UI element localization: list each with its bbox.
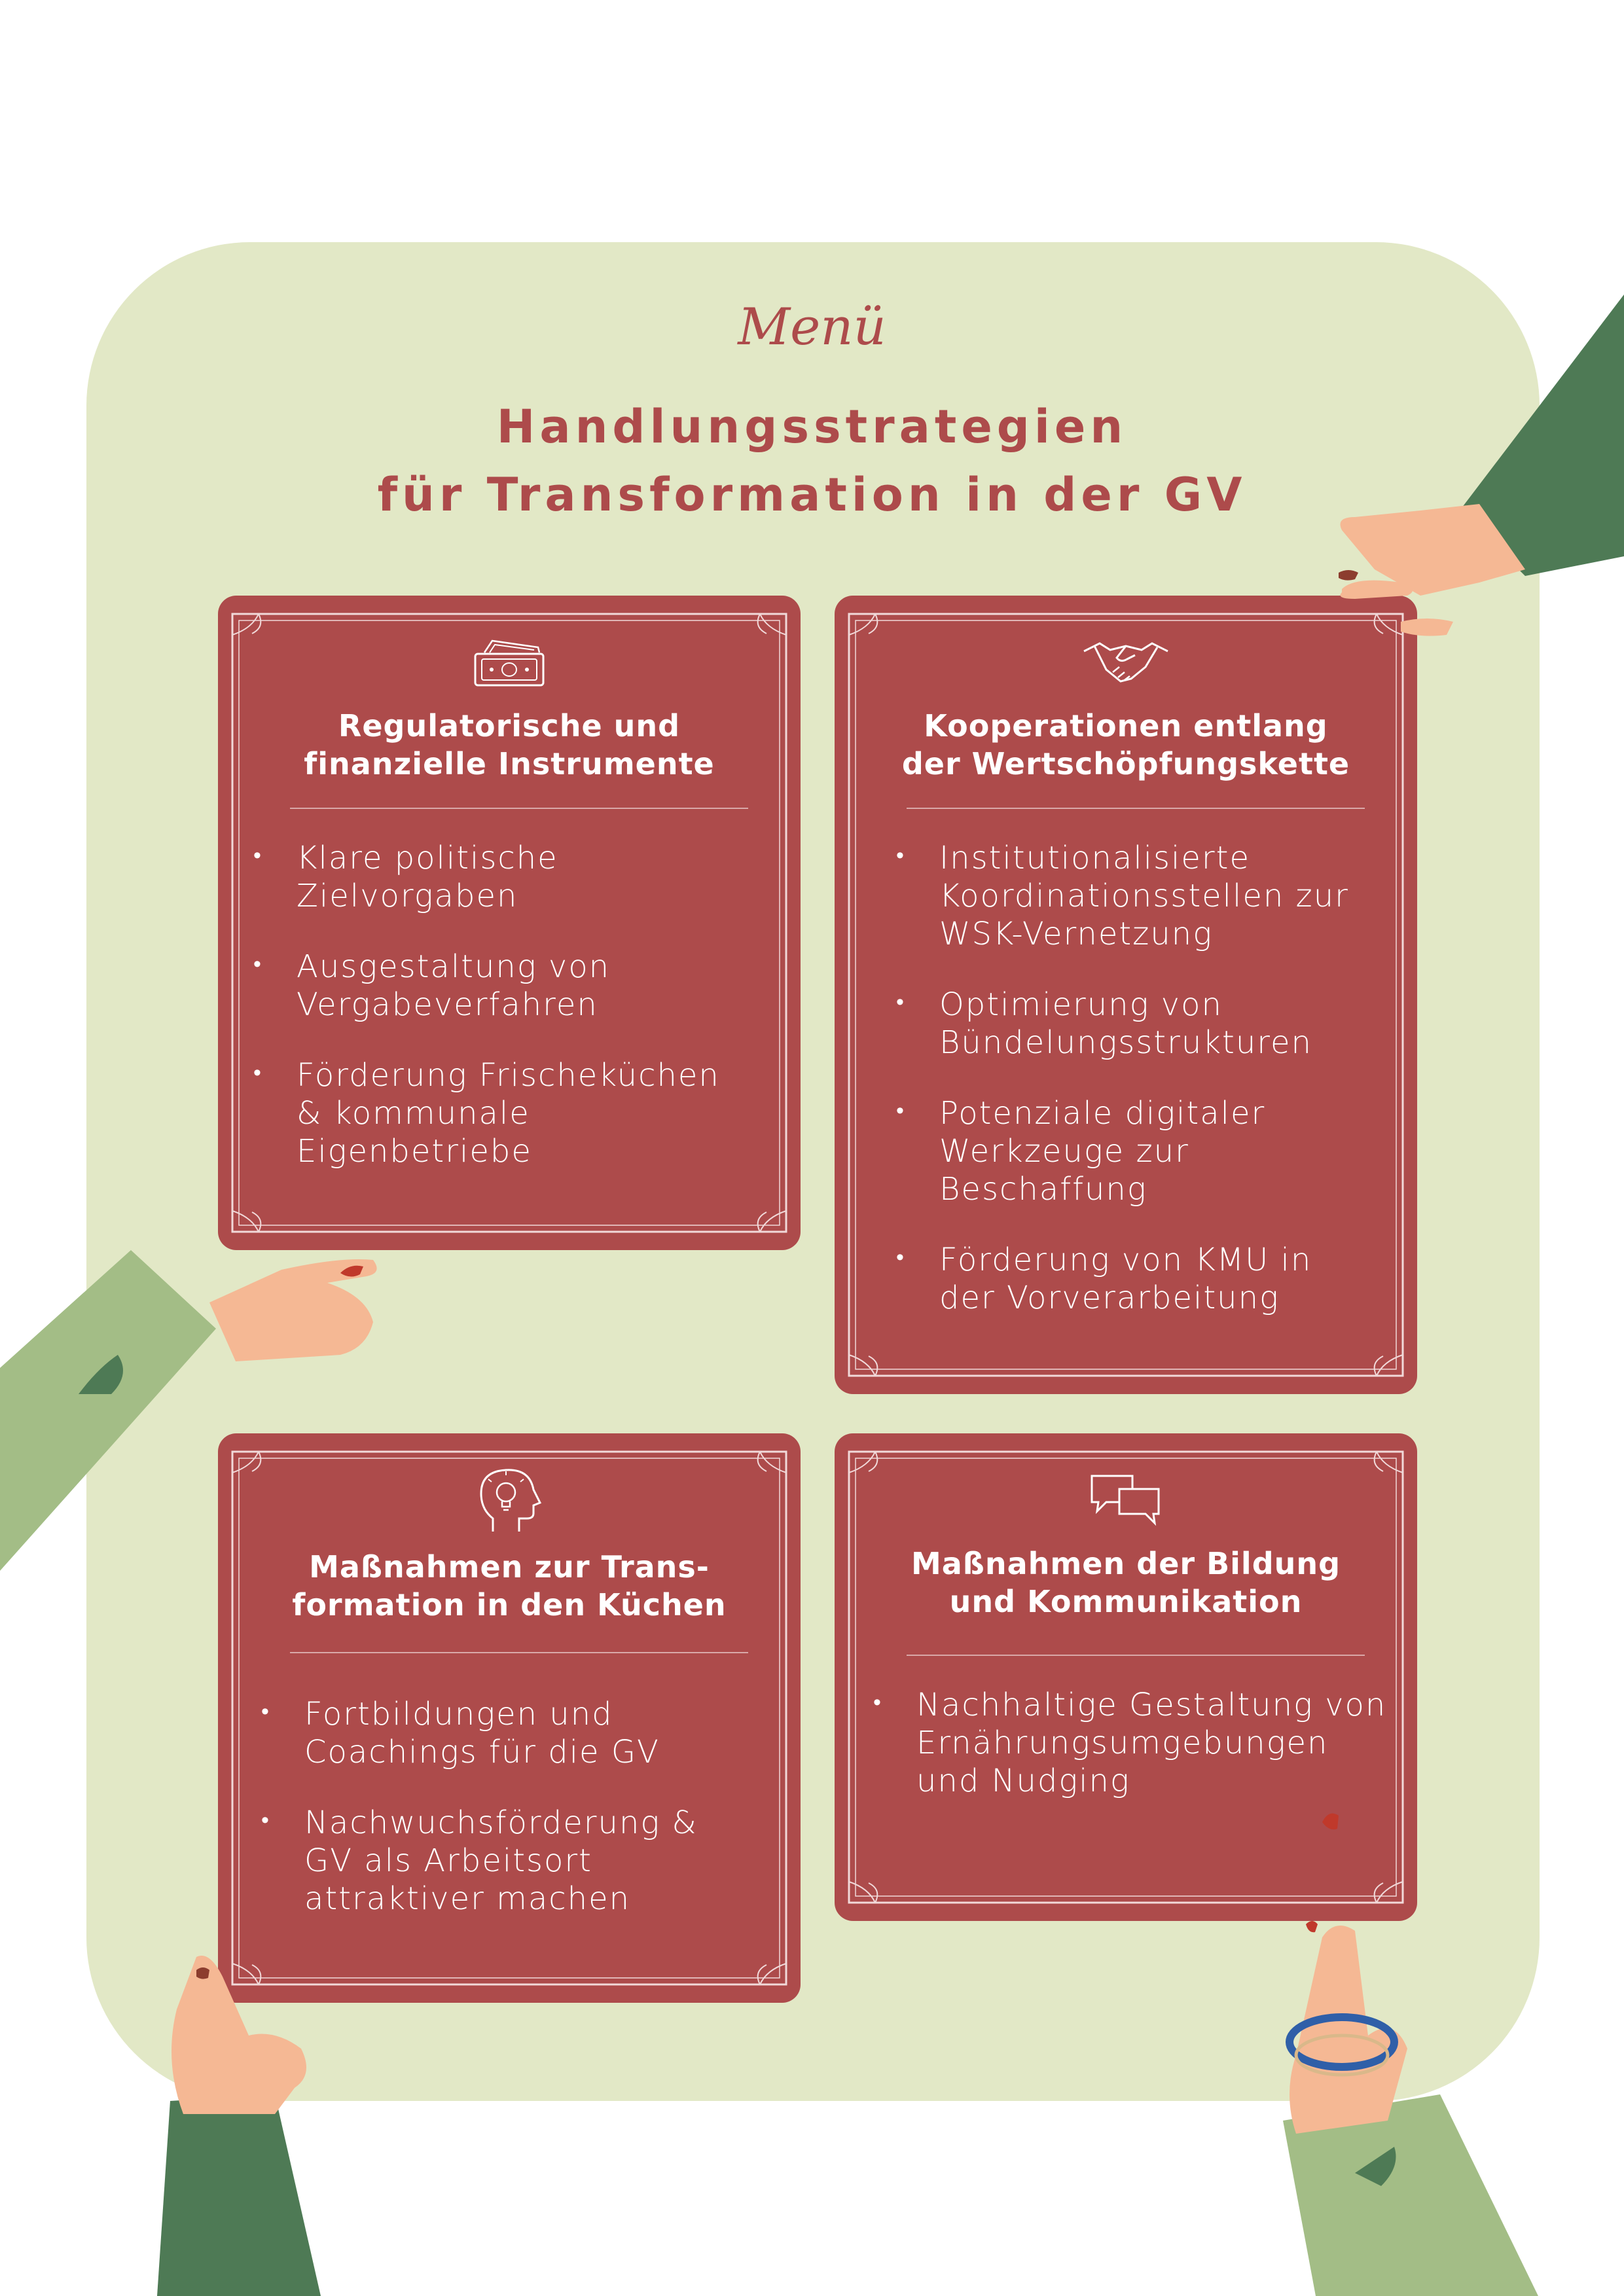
hand-bottom-right-illustration <box>1244 1806 1571 2296</box>
list-item-line: Coachings für die GV <box>304 1734 660 1770</box>
list-item <box>253 839 720 915</box>
list-item-line: WSK-Vernetzung <box>939 916 1214 952</box>
list-item-line: Fortbildungen und <box>304 1696 613 1732</box>
divider <box>290 1652 748 1653</box>
list-item <box>261 1804 698 1918</box>
list-item-line: Förderung Frischeküchen <box>297 1057 720 1094</box>
list-item <box>896 1241 1349 1317</box>
list-item-line: Optimierung von <box>939 986 1223 1023</box>
bullet-icon: • <box>253 1060 262 1086</box>
list-item-line: und Nudging <box>916 1763 1130 1799</box>
bullet-icon: • <box>261 1807 270 1833</box>
list-item <box>253 1056 720 1170</box>
bullet-list <box>896 839 1349 1350</box>
bullet-icon: • <box>261 1698 270 1725</box>
card-title <box>835 1545 1417 1621</box>
list-item-line: Bündelungsstrukturen <box>939 1024 1312 1061</box>
bullet-list <box>253 839 720 1203</box>
list-item-line: Beschaffung <box>939 1171 1147 1208</box>
chat-bubbles-icon <box>1087 1469 1165 1528</box>
card-cooperation <box>835 596 1417 1394</box>
divider <box>290 808 748 809</box>
card-title-line: Regulatorische und <box>338 708 681 744</box>
list-item <box>873 1686 1387 1800</box>
list-item <box>261 1695 698 1771</box>
list-item-line: GV als Arbeitsort <box>304 1842 592 1879</box>
list-item-line: Potenziale digitaler <box>939 1095 1266 1132</box>
list-item <box>896 986 1349 1062</box>
list-item-line: Ausgestaltung von <box>297 948 611 985</box>
list-item-line: Förderung von KMU in <box>939 1242 1312 1278</box>
list-item-line: Eigenbetriebe <box>297 1133 532 1170</box>
list-item-line: Zielvorgaben <box>297 878 518 914</box>
card-title-line: Maßnahmen zur Trans- <box>309 1549 710 1585</box>
hand-bottom-left-illustration <box>157 1944 353 2296</box>
card-title-line: der Wertschöpfungskette <box>901 746 1350 781</box>
list-item-line: der Vorverarbeitung <box>939 1280 1280 1316</box>
lightbulb-head-icon <box>473 1466 545 1538</box>
list-item <box>253 948 720 1024</box>
card-title-line: Maßnahmen der Bildung <box>911 1546 1341 1581</box>
card-title-line: und Kommunikation <box>949 1584 1303 1619</box>
divider <box>907 808 1365 809</box>
bullet-icon: • <box>896 1244 905 1270</box>
list-item-line: Nachwuchsförderung & <box>304 1804 698 1841</box>
divider <box>907 1655 1365 1656</box>
hand-left-illustration <box>0 1204 380 1571</box>
card-title-line: formation in den Küchen <box>292 1587 727 1623</box>
list-item-line: Ernährungsumgebungen <box>916 1725 1329 1761</box>
list-item-line: Klare politische <box>297 840 558 876</box>
bullet-icon: • <box>253 842 262 869</box>
list-item-line: Nachhaltige Gestaltung von <box>916 1687 1387 1723</box>
page-title-line-2: für Transformation in der GV <box>377 468 1247 522</box>
bullet-icon: • <box>896 1098 905 1124</box>
money-icon <box>470 632 549 691</box>
list-item <box>896 1094 1349 1208</box>
bullet-icon: • <box>896 842 905 869</box>
card-title-line: Kooperationen entlang <box>924 708 1328 744</box>
list-item-line: Koordinationsstellen zur <box>939 878 1349 914</box>
card-title-line: finanzielle Instrumente <box>304 746 715 781</box>
card-title <box>835 707 1417 783</box>
list-item-line: Institutionalisierte <box>939 840 1250 876</box>
bullet-icon: • <box>253 951 262 977</box>
list-item <box>896 839 1349 953</box>
list-item-line: attraktiver machen <box>304 1880 631 1917</box>
list-item-line: Werkzeuge zur <box>939 1133 1189 1170</box>
bullet-icon: • <box>873 1689 882 1715</box>
page-title-line-1: Handlungsstrategien <box>496 400 1128 454</box>
card-regulatory <box>218 596 801 1250</box>
hand-top-right-illustration <box>1329 295 1624 641</box>
bullet-list <box>261 1695 698 1950</box>
list-item-line: & kommunale <box>297 1095 530 1132</box>
menu-script-label: Menü <box>738 298 886 357</box>
handshake-icon <box>1080 632 1172 691</box>
bullet-icon: • <box>896 989 905 1015</box>
list-item-line: Vergabeverfahren <box>297 986 598 1023</box>
card-title <box>218 707 801 783</box>
